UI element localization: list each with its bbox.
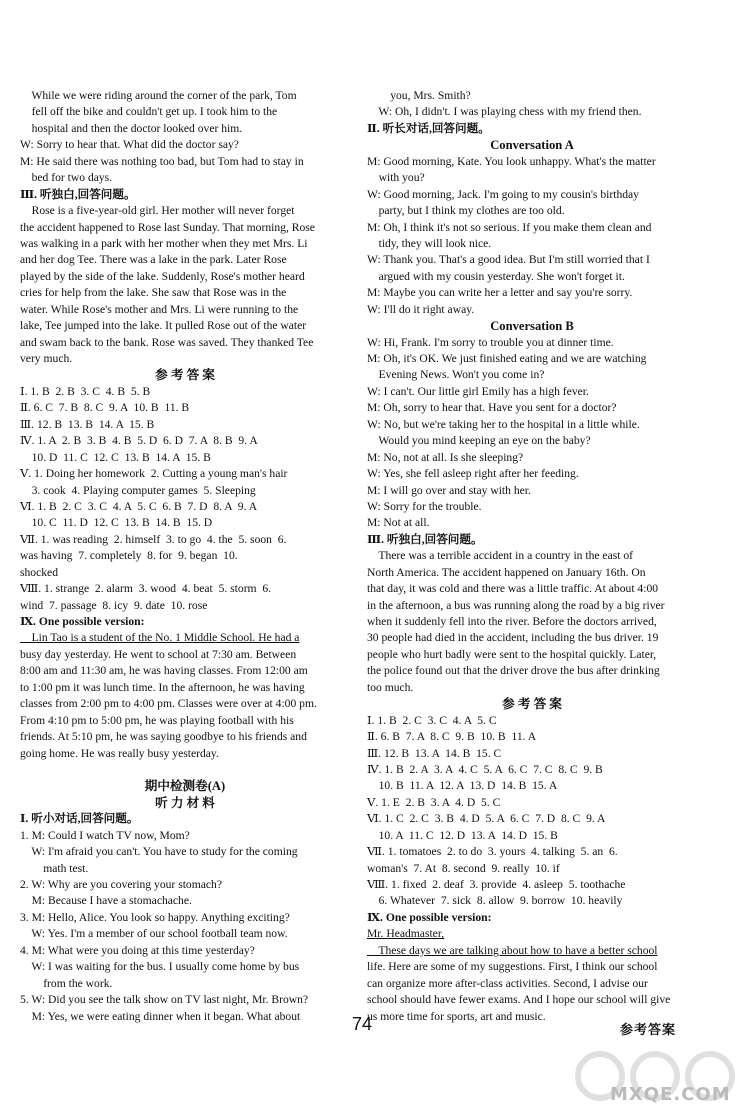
text-line: W: I was waiting for the bus. I usually come home by bus — [20, 960, 300, 974]
text-line: classes from 2:00 pm to 4:00 pm. Classes were over at 4:00 pm. — [20, 697, 317, 711]
text-line: W: No, but we're taking her to the hospital in a little while. — [367, 417, 640, 431]
text-line: W: Sorry for the trouble. — [367, 499, 482, 513]
text-line: life. Here are some of my suggestions. First, I think our school — [367, 960, 658, 974]
text-line: the accident happened to Rose last Sunday. That morning, Rose — [20, 220, 315, 234]
text-line: that day, it was cold and there was a little traffic. At about 4:00 — [367, 582, 659, 596]
text-line: These days we are talking about how to have a better school — [367, 943, 658, 957]
text-line: and her dog Tee. There was a lake in the park. Later Rose — [20, 253, 287, 267]
text-line: M: Maybe you can write her a letter and say you're sorry. — [367, 286, 633, 300]
right-column — [367, 88, 697, 1025]
text-line: 6. Whatever 7. sick 8. allow 9. borrow 10. heavily — [367, 894, 623, 908]
text-line: to 1:00 pm it was lunch time. In the afternoon, he was having — [20, 680, 305, 694]
text-line: lake, Tee jumped into the lake. It pulled Rose out of the water — [20, 319, 307, 333]
watermark-text: MXQE.COM — [610, 1084, 731, 1105]
text-line: W: Sorry to hear that. What did the doctor say? — [20, 138, 239, 152]
text-line: 3. cook 4. Playing computer games 5. Sleeping — [20, 483, 256, 497]
text-line: M: Because I have a stomachache. — [20, 894, 192, 908]
text-line: when it suddenly fell into the river. Before the doctors arrived, — [367, 615, 657, 628]
text-line: the police found out that the driver drove the bus after drinking — [367, 664, 660, 678]
text-line: M: No, not at all. Is she sleeping? — [367, 450, 524, 464]
text-line: you, Mrs. Smith? — [367, 89, 471, 102]
text-line: W: Hi, Frank. I'm sorry to trouble you at dinner time. — [367, 335, 614, 349]
text-line: Evening News. Won't you come in? — [367, 368, 545, 382]
text-line: busy day yesterday. He went to school at 7:30 am. Between — [20, 647, 297, 661]
text-line: shocked — [20, 565, 58, 579]
text-line: too much. — [367, 680, 414, 694]
text-line: cries for help from the lake. She saw that Rose was in the — [20, 286, 287, 300]
text-line: Ⅱ. 听长对话,回答问题。 — [367, 121, 490, 135]
text-line: From 4:10 pm to 5:00 pm, he was playing football with his — [20, 713, 294, 727]
text-line: Ⅸ. One possible version: — [20, 615, 145, 628]
text-line: party, but I think my clothes are too old. — [367, 204, 565, 218]
text-line: 10. D 11. C 12. C 13. B 14. A 15. B — [20, 450, 211, 464]
text-line: with you? — [367, 171, 425, 185]
text-line: 1. M: Could I watch TV now, Mom? — [20, 828, 190, 842]
text-line: M: Not at all. — [367, 516, 430, 530]
text-line: While we were riding around the corner of the park, Tom — [20, 89, 297, 102]
text-line: argued with my cousin yesterday. She won't forget it. — [367, 269, 625, 283]
text-line: Ⅳ. 1. A 2. B 3. B 4. B 5. D 6. D 7. A 8. B 9. A — [20, 434, 258, 448]
text-line: very much. — [20, 352, 73, 365]
text-line: people who hurt badly were sent to the hospital quickly. Later, — [367, 647, 657, 661]
text-line: 10. A 11. C 12. D 13. A 14. D 15. B — [367, 828, 558, 842]
text-line: 期中检测卷(A) — [144, 779, 226, 794]
text-line: M: Oh, I think it's not so serious. If you make them clean and — [367, 220, 652, 234]
text-line: W: Good morning, Jack. I'm going to my cousin's birthday — [367, 187, 639, 201]
text-line: hospital and then the doctor looked over him. — [20, 121, 243, 135]
text-line: Ⅰ. 1. B 2. C 3. C 4. A 5. C — [367, 713, 497, 727]
text-line: Ⅰ. 听小对话,回答问题。 — [20, 812, 139, 826]
text-line: Ⅴ. 1. Doing her homework 2. Cutting a young man's hair — [20, 467, 288, 481]
text-line: Rose is a five-year-old girl. Her mother will never forget — [20, 204, 295, 218]
text-line: Ⅳ. 1. B 2. A 3. A 4. C 5. A 6. C 7. C 8. C 9. B — [367, 762, 603, 776]
text-line: M: Good morning, Kate. You look unhappy. What's the matter — [367, 154, 656, 168]
text-line: Ⅷ. 1. fixed 2. deaf 3. provide 4. asleep 5. toothache — [367, 878, 626, 891]
text-line: Ⅶ. 1. tomatoes 2. to do 3. yours 4. talking 5. an 6. — [367, 845, 618, 859]
text-line: There was a terrible accident in a country in the east of — [367, 549, 634, 563]
text-line: Ⅱ. 6. C 7. B 8. C 9. A 10. B 11. B — [20, 401, 190, 415]
text-line: 4. M: What were you doing at this time yesterday? — [20, 943, 255, 957]
text-line: Ⅱ. 6. B 7. A 8. C 9. B 10. B 11. A — [367, 730, 537, 744]
text-line: 10. B 11. A 12. A 13. D 14. B 15. A — [367, 779, 558, 793]
text-line: W: I can't. Our little girl Emily has a high fever. — [367, 384, 589, 398]
text-line: W: Yes, she fell asleep right after her feeding. — [367, 467, 579, 481]
text-line: us more time for sports, art and music. — [367, 1009, 546, 1023]
text-line: from the work. — [20, 976, 113, 990]
text-line: M: Oh, it's OK. We just finished eating and we are watching — [367, 352, 647, 365]
text-line: school should have fewer exams. And I hope our school will give — [367, 993, 671, 1007]
text-line: 30 people had died in the accident, including the bus driver. 19 — [367, 631, 659, 645]
text-line: Ⅶ. 1. was reading 2. himself 3. to go 4. the 5. soon 6. — [20, 532, 287, 546]
text-line: W: Thank you. That's a good idea. But I'm still worried that I — [367, 253, 650, 267]
text-line: M: He said there was nothing too bad, but Tom had to stay in — [20, 154, 304, 168]
text-line: 2. W: Why are you covering your stomach? — [20, 878, 222, 891]
text-line: friends. At 5:10 pm, he was saying goodbye to his friends and — [20, 730, 307, 744]
text-line: was having 7. completely 8. for 9. began 10. — [20, 549, 238, 563]
text-line: Conversation A — [490, 138, 574, 153]
text-line: M: Oh, sorry to hear that. Have you sent for a doctor? — [367, 401, 617, 415]
text-line: tidy, they will look nice. — [367, 236, 492, 250]
left-column — [20, 88, 350, 1025]
text-line: 参 考 答 案 — [155, 368, 215, 383]
text-line: can organize more after-class activities. Second, I advise our — [367, 976, 648, 990]
text-line: Ⅴ. 1. E 2. B 3. A 4. D 5. C — [367, 795, 501, 809]
text-line: woman's 7. At 8. second 9. really 10. if — [367, 861, 560, 875]
footer-label: 参考答案 — [620, 1023, 677, 1038]
text-line: Mr. Headmaster, — [367, 927, 445, 941]
text-line — [20, 762, 350, 778]
text-line: W: I'm afraid you can't. You have to study for the coming — [20, 845, 298, 859]
text-line: in the afternoon, a bus was running along the road by a big river — [367, 598, 665, 612]
text-line: going home. He was really busy yesterday. — [20, 746, 219, 760]
text-line: 听 力 材 料 — [155, 795, 215, 810]
text-line: Ⅲ. 听独白,回答问题。 — [20, 187, 136, 201]
text-line: Ⅵ. 1. C 2. C 3. B 4. D 5. A 6. C 7. D 8. C 9. A — [367, 812, 606, 826]
text-line: Lin Tao is a student of the No. 1 Middle School. He had a — [20, 631, 300, 645]
text-line: bed for two days. — [20, 171, 113, 185]
text-line: 参 考 答 案 — [502, 697, 562, 712]
text-line: 3. M: Hello, Alice. You look so happy. Anything exciting? — [20, 910, 290, 924]
text-line: 10. C 11. D 12. C 13. B 14. B 15. D — [20, 516, 213, 530]
text-line: Ⅲ. 12. B 13. B 14. A 15. B — [20, 417, 155, 431]
text-line: W: Yes. I'm a member of our school football team now. — [20, 927, 288, 941]
text-line: played by the side of the lake. Suddenly, Rose's mother heard — [20, 269, 305, 283]
text-line: Conversation B — [490, 319, 574, 334]
text-line: 8:00 am and 11:30 am, he was having classes. From 12:00 am — [20, 664, 308, 678]
text-line: North America. The accident happened on January 16th. On — [367, 565, 646, 579]
text-line: Would you mind keeping an eye on the baby? — [367, 434, 591, 448]
text-line: Ⅲ. 听独白,回答问题。 — [367, 532, 483, 546]
text-line: Ⅷ. 1. strange 2. alarm 3. wood 4. beat 5. storm 6. — [20, 582, 272, 596]
text-line: M: Yes, we were eating dinner when it began. What about — [20, 1009, 301, 1023]
text-line: Ⅰ. 1. B 2. B 3. C 4. B 5. B — [20, 384, 151, 398]
text-line: Ⅸ. One possible version: — [367, 910, 492, 924]
text-line: W: I'll do it right away. — [367, 302, 475, 316]
text-line: Ⅵ. 1. B 2. C 3. C 4. A 5. C 6. B 7. D 8. A 9. A — [20, 499, 258, 513]
text-line: wind 7. passage 8. icy 9. date 10. rose — [20, 598, 208, 612]
text-line: W: Oh, I didn't. I was playing chess with my friend then. — [367, 105, 642, 119]
text-line: fell off the bike and couldn't get up. I took him to the — [20, 105, 278, 119]
text-line: Ⅲ. 12. B 13. A 14. B 15. C — [367, 746, 502, 760]
text-line: water. While Rose's mother and Mrs. Li were running to the — [20, 302, 299, 316]
text-line: 5. W: Did you see the talk show on TV last night, Mr. Brown? — [20, 993, 309, 1007]
page-number: 74 — [352, 1014, 373, 1034]
text-line: was walking in a park with her mother when they met Mrs. Li — [20, 236, 308, 250]
text-line: M: I will go over and stay with her. — [367, 483, 531, 497]
text-line: math test. — [20, 861, 89, 875]
text-line: and swam back to the bank. Rose was saved. They thanked Tee — [20, 335, 314, 349]
